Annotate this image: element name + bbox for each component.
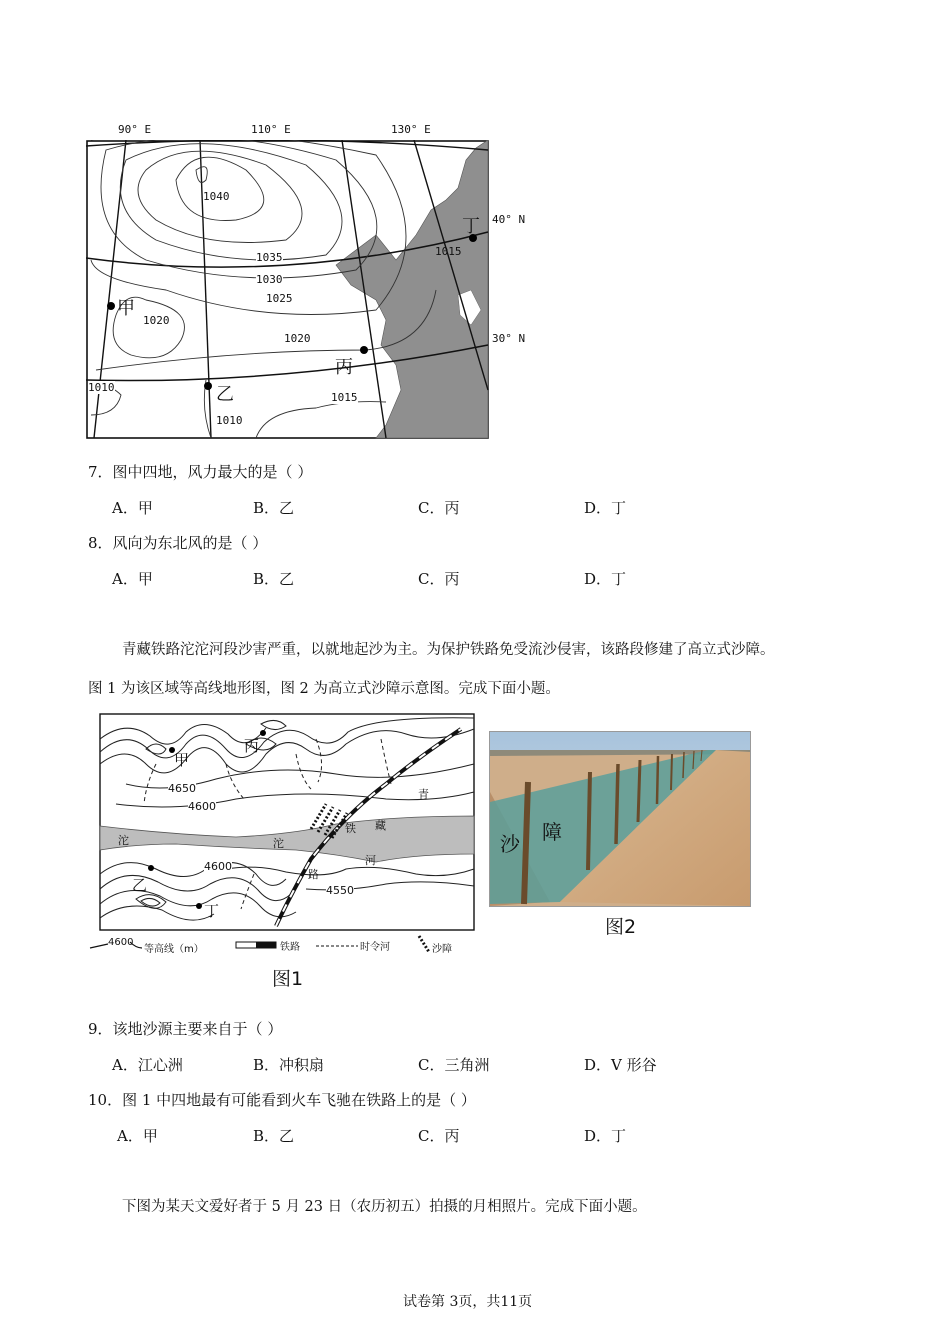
- place-label: 路: [308, 868, 319, 881]
- point-dot: [360, 346, 368, 354]
- option[interactable]: C．丙: [418, 499, 460, 517]
- lat-label: 30° N: [492, 332, 526, 345]
- contour-map: [86, 704, 490, 962]
- photo-label: 障: [542, 820, 562, 844]
- isobar-label: 1010: [88, 381, 115, 394]
- point-dot: [196, 903, 202, 909]
- isobar-label: 1020: [284, 332, 311, 345]
- lat-label: 40° N: [492, 213, 526, 226]
- isobar-label: 1030: [256, 273, 283, 286]
- option[interactable]: A．甲: [112, 570, 153, 588]
- place-label: 藏: [375, 819, 386, 832]
- option[interactable]: C．三角洲: [418, 1056, 490, 1074]
- isobar-label: 1010: [216, 414, 243, 427]
- option[interactable]: D．丁: [584, 570, 627, 588]
- point-label: 丁: [462, 216, 480, 237]
- place-label: 铁: [345, 822, 356, 835]
- legend-railway-label: 铁路: [280, 942, 300, 953]
- isobar-label: 1015: [331, 391, 358, 404]
- isobar-label: 1020: [143, 314, 170, 327]
- option[interactable]: C．丙: [418, 1127, 460, 1145]
- option[interactable]: A．甲: [117, 1127, 158, 1145]
- question-stem: 10．图 1 中四地最有可能看到火车飞驰在铁路上的是（ ）: [88, 1091, 476, 1109]
- option[interactable]: A．江心洲: [112, 1056, 183, 1074]
- contour-map-svg: [86, 704, 490, 962]
- point-label: 甲: [117, 298, 135, 319]
- point-label: 乙: [216, 384, 234, 405]
- photo-label: 沙: [500, 832, 520, 856]
- isobar-map-svg: [86, 140, 490, 440]
- point-dot: [107, 302, 115, 310]
- photo-svg: [490, 732, 750, 906]
- contour-label: 4600: [204, 860, 232, 873]
- point-label: 甲: [174, 751, 190, 769]
- point-label: 丁: [204, 902, 220, 920]
- place-label: 沱: [273, 837, 284, 850]
- option[interactable]: C．丙: [418, 570, 460, 588]
- figure-caption: 图2: [605, 916, 637, 938]
- passage-line: 图 1 为该区域等高线地形图，图 2 为高立式沙障示意图。完成下面小题。: [88, 681, 560, 697]
- sand-barrier-photo: [489, 731, 751, 907]
- option[interactable]: B．冲积扇: [253, 1056, 325, 1074]
- point-label: 丙: [335, 357, 353, 378]
- legend-contour-value: 4600: [108, 937, 134, 948]
- option[interactable]: D．V 形谷: [584, 1056, 657, 1074]
- place-label: 青: [418, 788, 429, 801]
- question-stem: 9．该地沙源主要来自于（ ）: [88, 1020, 283, 1038]
- point-dot: [204, 382, 212, 390]
- figure-caption: 图1: [272, 968, 304, 990]
- place-label: 沱: [118, 834, 129, 847]
- passage-line: 下图为某天文爱好者于 5 月 23 日（农历初五）拍摄的月相照片。完成下面小题。: [122, 1199, 647, 1215]
- point-dot: [148, 865, 154, 871]
- contour-label: 4550: [326, 884, 354, 897]
- option[interactable]: B．乙: [253, 1127, 295, 1145]
- passage-line: 青藏铁路沱沱河段沙害严重，以就地起沙为主。为保护铁路免受流沙侵害，该路段修建了高立式沙障。: [122, 642, 775, 658]
- isobar-map: [86, 120, 536, 442]
- point-label: 丙: [244, 737, 260, 755]
- legend-contour-label: 等高线（m）: [144, 944, 204, 955]
- isobar-label: 1025: [266, 292, 293, 305]
- option[interactable]: D．丁: [584, 1127, 627, 1145]
- question-stem: 8．风向为东北风的是（ ）: [88, 534, 268, 552]
- option[interactable]: B．乙: [253, 499, 295, 517]
- contour-label: 4600: [188, 800, 216, 813]
- legend-river-label: 时令河: [360, 942, 390, 953]
- lon-label: 90° E: [118, 123, 152, 136]
- place-label: 河: [365, 854, 376, 867]
- page-footer: 试卷第 3页，共11页: [403, 1294, 533, 1310]
- lon-label: 110° E: [251, 123, 291, 136]
- option[interactable]: B．乙: [253, 570, 295, 588]
- question-stem: 7．图中四地，风力最大的是（ ）: [88, 463, 313, 481]
- isobar-label: 1035: [256, 251, 283, 264]
- point-dot: [260, 730, 266, 736]
- option[interactable]: D．丁: [584, 499, 627, 517]
- isobar-label: 1040: [203, 190, 230, 203]
- contour-label: 4650: [168, 782, 196, 795]
- isobar-label: 1015: [435, 245, 462, 258]
- lon-label: 130° E: [391, 123, 431, 136]
- point-label: 乙: [132, 876, 148, 894]
- legend-barrier-label: 沙障: [432, 944, 452, 955]
- option[interactable]: A．甲: [112, 499, 153, 517]
